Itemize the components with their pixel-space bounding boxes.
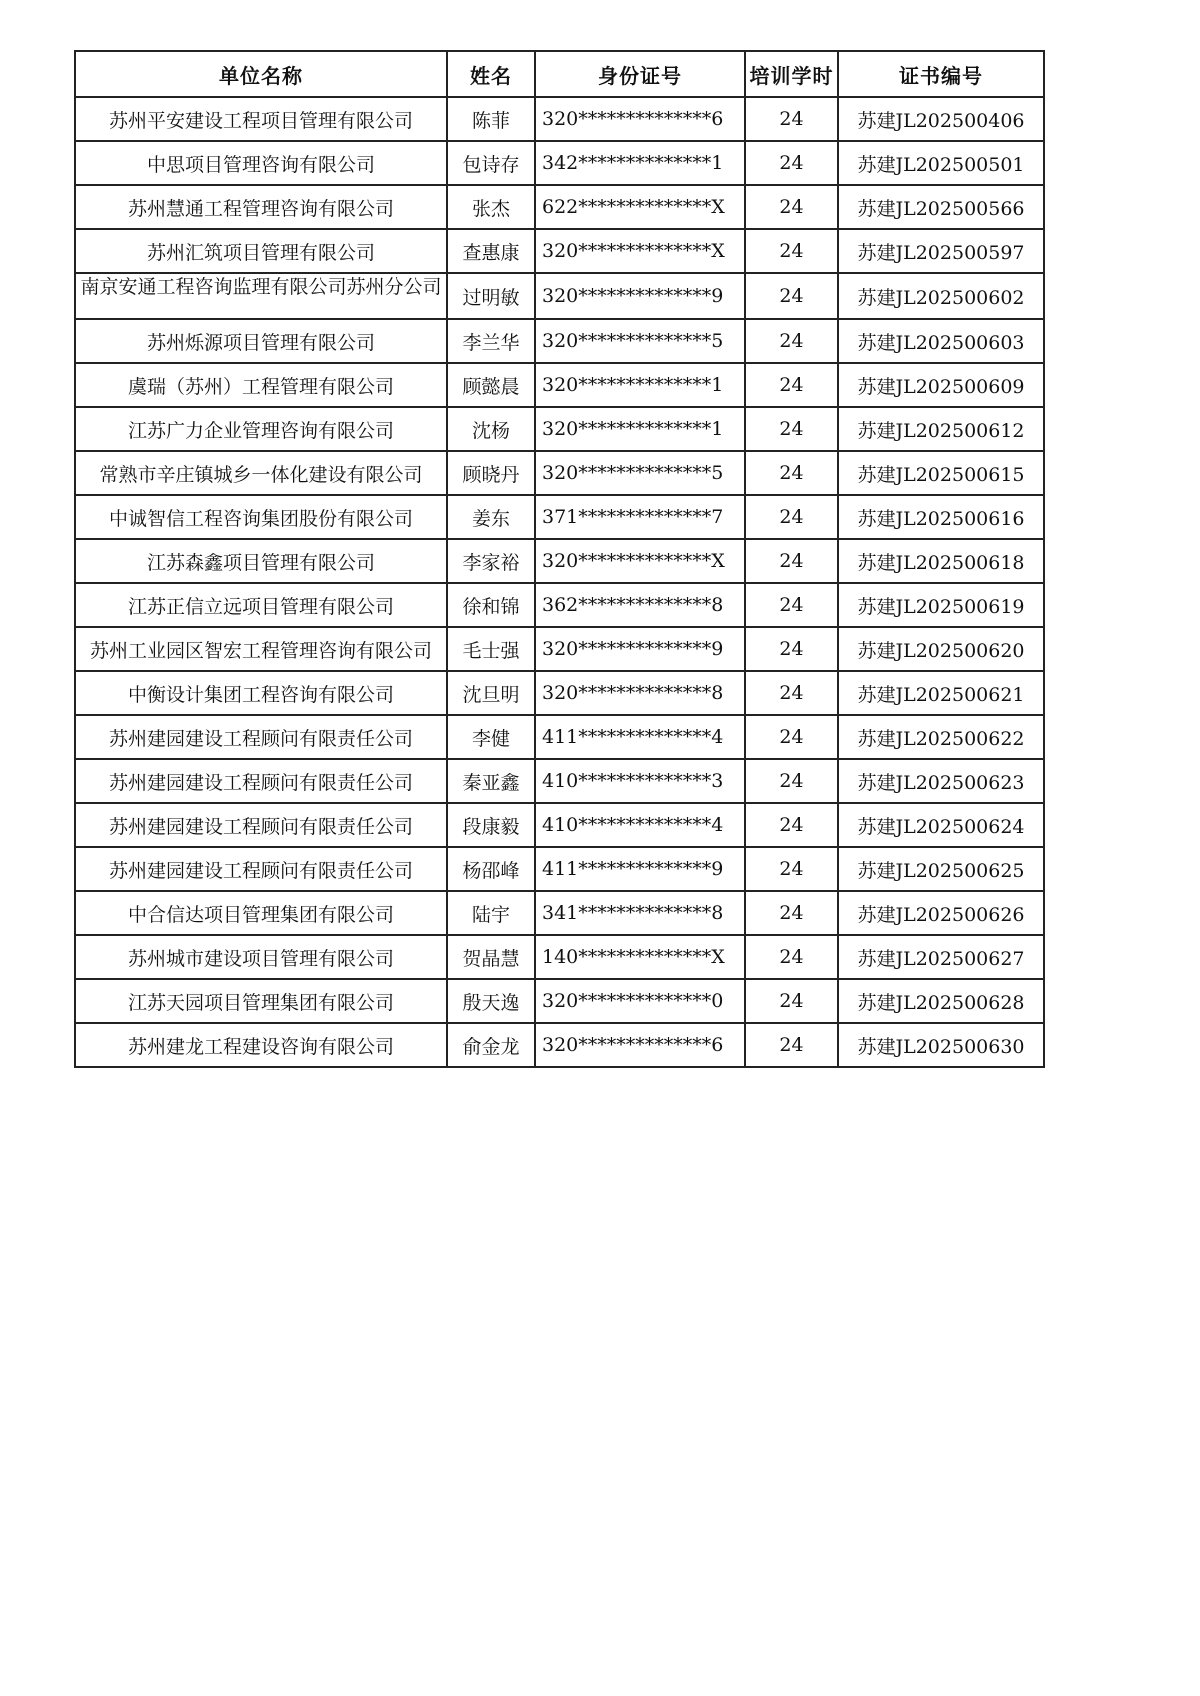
training-certificate-table	[74, 50, 1045, 1068]
hours-cell: 24	[745, 715, 838, 759]
name-cell: 俞金龙	[447, 1023, 535, 1067]
unit-cell: 常熟市辛庄镇城乡一体化建设有限公司	[75, 451, 447, 495]
unit-cell: 中合信达项目管理集团有限公司	[75, 891, 447, 935]
certificate-number-cell: 苏建JL202500620	[838, 627, 1044, 671]
name-cell: 段康毅	[447, 803, 535, 847]
table-row	[75, 407, 1044, 451]
certificate-number-cell: 苏建JL202500622	[838, 715, 1044, 759]
table-row	[75, 97, 1044, 141]
table-row	[75, 319, 1044, 363]
name-cell: 毛士强	[447, 627, 535, 671]
name-cell: 包诗存	[447, 141, 535, 185]
table-row	[75, 363, 1044, 407]
hours-cell: 24	[745, 583, 838, 627]
table-row	[75, 141, 1044, 185]
header-name: 姓名	[447, 51, 535, 97]
hours-cell: 24	[745, 847, 838, 891]
certificate-number-cell: 苏建JL202500609	[838, 363, 1044, 407]
id-number-cell: 320**************X	[535, 539, 745, 583]
unit-cell: 江苏森鑫项目管理有限公司	[75, 539, 447, 583]
name-cell: 查惠康	[447, 229, 535, 273]
table-row	[75, 539, 1044, 583]
certificate-number-cell: 苏建JL202500628	[838, 979, 1044, 1023]
unit-cell: 苏州建龙工程建设咨询有限公司	[75, 1023, 447, 1067]
hours-cell: 24	[745, 803, 838, 847]
unit-cell: 南京安通工程咨询监理有限公司苏州分公司	[75, 273, 447, 319]
name-cell: 李家裕	[447, 539, 535, 583]
table-row	[75, 451, 1044, 495]
unit-cell: 中衡设计集团工程咨询有限公司	[75, 671, 447, 715]
hours-cell: 24	[745, 229, 838, 273]
certificate-number-cell: 苏建JL202500618	[838, 539, 1044, 583]
id-number-cell: 320**************0	[535, 979, 745, 1023]
id-number-cell: 320**************X	[535, 229, 745, 273]
unit-cell: 苏州建园建设工程顾问有限责任公司	[75, 803, 447, 847]
name-cell: 贺晶慧	[447, 935, 535, 979]
id-number-cell: 320**************5	[535, 319, 745, 363]
header-id: 身份证号	[535, 51, 745, 97]
table-row	[75, 273, 1044, 319]
unit-cell: 苏州建园建设工程顾问有限责任公司	[75, 715, 447, 759]
unit-cell: 苏州烁源项目管理有限公司	[75, 319, 447, 363]
certificate-number-cell: 苏建JL202500630	[838, 1023, 1044, 1067]
table-row	[75, 715, 1044, 759]
name-cell: 李兰华	[447, 319, 535, 363]
id-number-cell: 411**************9	[535, 847, 745, 891]
certificate-number-cell: 苏建JL202500615	[838, 451, 1044, 495]
certificate-number-cell: 苏建JL202500627	[838, 935, 1044, 979]
unit-cell: 中诚智信工程咨询集团股份有限公司	[75, 495, 447, 539]
name-cell: 沈旦明	[447, 671, 535, 715]
id-number-cell: 371**************7	[535, 495, 745, 539]
hours-cell: 24	[745, 185, 838, 229]
hours-cell: 24	[745, 363, 838, 407]
unit-cell: 江苏天园项目管理集团有限公司	[75, 979, 447, 1023]
unit-cell: 江苏广力企业管理咨询有限公司	[75, 407, 447, 451]
id-number-cell: 622**************X	[535, 185, 745, 229]
header-row	[75, 51, 1044, 97]
table-row	[75, 935, 1044, 979]
id-number-cell: 342**************1	[535, 141, 745, 185]
certificate-number-cell: 苏建JL202500566	[838, 185, 1044, 229]
id-number-cell: 411**************4	[535, 715, 745, 759]
id-number-cell: 341**************8	[535, 891, 745, 935]
name-cell: 顾懿晨	[447, 363, 535, 407]
certificate-number-cell: 苏建JL202500597	[838, 229, 1044, 273]
certificate-number-cell: 苏建JL202500612	[838, 407, 1044, 451]
id-number-cell: 320**************1	[535, 407, 745, 451]
name-cell: 殷天逸	[447, 979, 535, 1023]
id-number-cell: 320**************6	[535, 1023, 745, 1067]
table-row	[75, 627, 1044, 671]
hours-cell: 24	[745, 539, 838, 583]
name-cell: 张杰	[447, 185, 535, 229]
certificate-number-cell: 苏建JL202500603	[838, 319, 1044, 363]
unit-cell: 虞瑞（苏州）工程管理有限公司	[75, 363, 447, 407]
name-cell: 陈菲	[447, 97, 535, 141]
unit-cell: 苏州平安建设工程项目管理有限公司	[75, 97, 447, 141]
table-row	[75, 759, 1044, 803]
certificate-number-cell: 苏建JL202500621	[838, 671, 1044, 715]
header-unit: 单位名称	[75, 51, 447, 97]
id-number-cell: 320**************8	[535, 671, 745, 715]
table-row	[75, 891, 1044, 935]
hours-cell: 24	[745, 759, 838, 803]
name-cell: 陆宇	[447, 891, 535, 935]
name-cell: 姜东	[447, 495, 535, 539]
header-hours: 培训学时	[745, 51, 838, 97]
table-body	[75, 97, 1044, 1067]
id-number-cell: 410**************4	[535, 803, 745, 847]
table-row	[75, 803, 1044, 847]
unit-cell: 江苏正信立远项目管理有限公司	[75, 583, 447, 627]
table-row	[75, 185, 1044, 229]
hours-cell: 24	[745, 141, 838, 185]
hours-cell: 24	[745, 273, 838, 319]
hours-cell: 24	[745, 495, 838, 539]
table-row	[75, 1023, 1044, 1067]
certificate-number-cell: 苏建JL202500602	[838, 273, 1044, 319]
table-row	[75, 979, 1044, 1023]
hours-cell: 24	[745, 891, 838, 935]
id-number-cell: 320**************6	[535, 97, 745, 141]
unit-cell: 苏州汇筑项目管理有限公司	[75, 229, 447, 273]
id-number-cell: 320**************9	[535, 627, 745, 671]
table-row	[75, 229, 1044, 273]
certificate-number-cell: 苏建JL202500616	[838, 495, 1044, 539]
table-row	[75, 847, 1044, 891]
certificate-number-cell: 苏建JL202500623	[838, 759, 1044, 803]
name-cell: 李健	[447, 715, 535, 759]
hours-cell: 24	[745, 407, 838, 451]
name-cell: 过明敏	[447, 273, 535, 319]
id-number-cell: 320**************9	[535, 273, 745, 319]
hours-cell: 24	[745, 671, 838, 715]
unit-cell: 苏州慧通工程管理咨询有限公司	[75, 185, 447, 229]
certificate-number-cell: 苏建JL202500406	[838, 97, 1044, 141]
certificate-number-cell: 苏建JL202500624	[838, 803, 1044, 847]
name-cell: 徐和锦	[447, 583, 535, 627]
hours-cell: 24	[745, 935, 838, 979]
hours-cell: 24	[745, 97, 838, 141]
unit-cell: 中思项目管理咨询有限公司	[75, 141, 447, 185]
unit-cell: 苏州建园建设工程顾问有限责任公司	[75, 759, 447, 803]
name-cell: 秦亚鑫	[447, 759, 535, 803]
id-number-cell: 410**************3	[535, 759, 745, 803]
unit-cell: 苏州建园建设工程顾问有限责任公司	[75, 847, 447, 891]
certificate-number-cell: 苏建JL202500619	[838, 583, 1044, 627]
id-number-cell: 320**************1	[535, 363, 745, 407]
certificate-number-cell: 苏建JL202500625	[838, 847, 1044, 891]
unit-cell: 苏州工业园区智宏工程管理咨询有限公司	[75, 627, 447, 671]
hours-cell: 24	[745, 627, 838, 671]
unit-cell: 苏州城市建设项目管理有限公司	[75, 935, 447, 979]
certificate-number-cell: 苏建JL202500626	[838, 891, 1044, 935]
certificate-number-cell: 苏建JL202500501	[838, 141, 1044, 185]
name-cell: 沈杨	[447, 407, 535, 451]
hours-cell: 24	[745, 1023, 838, 1067]
id-number-cell: 362**************8	[535, 583, 745, 627]
hours-cell: 24	[745, 451, 838, 495]
name-cell: 杨邵峰	[447, 847, 535, 891]
header-cert: 证书编号	[838, 51, 1044, 97]
table-row	[75, 495, 1044, 539]
table-row	[75, 583, 1044, 627]
id-number-cell: 140**************X	[535, 935, 745, 979]
table-row	[75, 671, 1044, 715]
hours-cell: 24	[745, 979, 838, 1023]
id-number-cell: 320**************5	[535, 451, 745, 495]
hours-cell: 24	[745, 319, 838, 363]
name-cell: 顾晓丹	[447, 451, 535, 495]
